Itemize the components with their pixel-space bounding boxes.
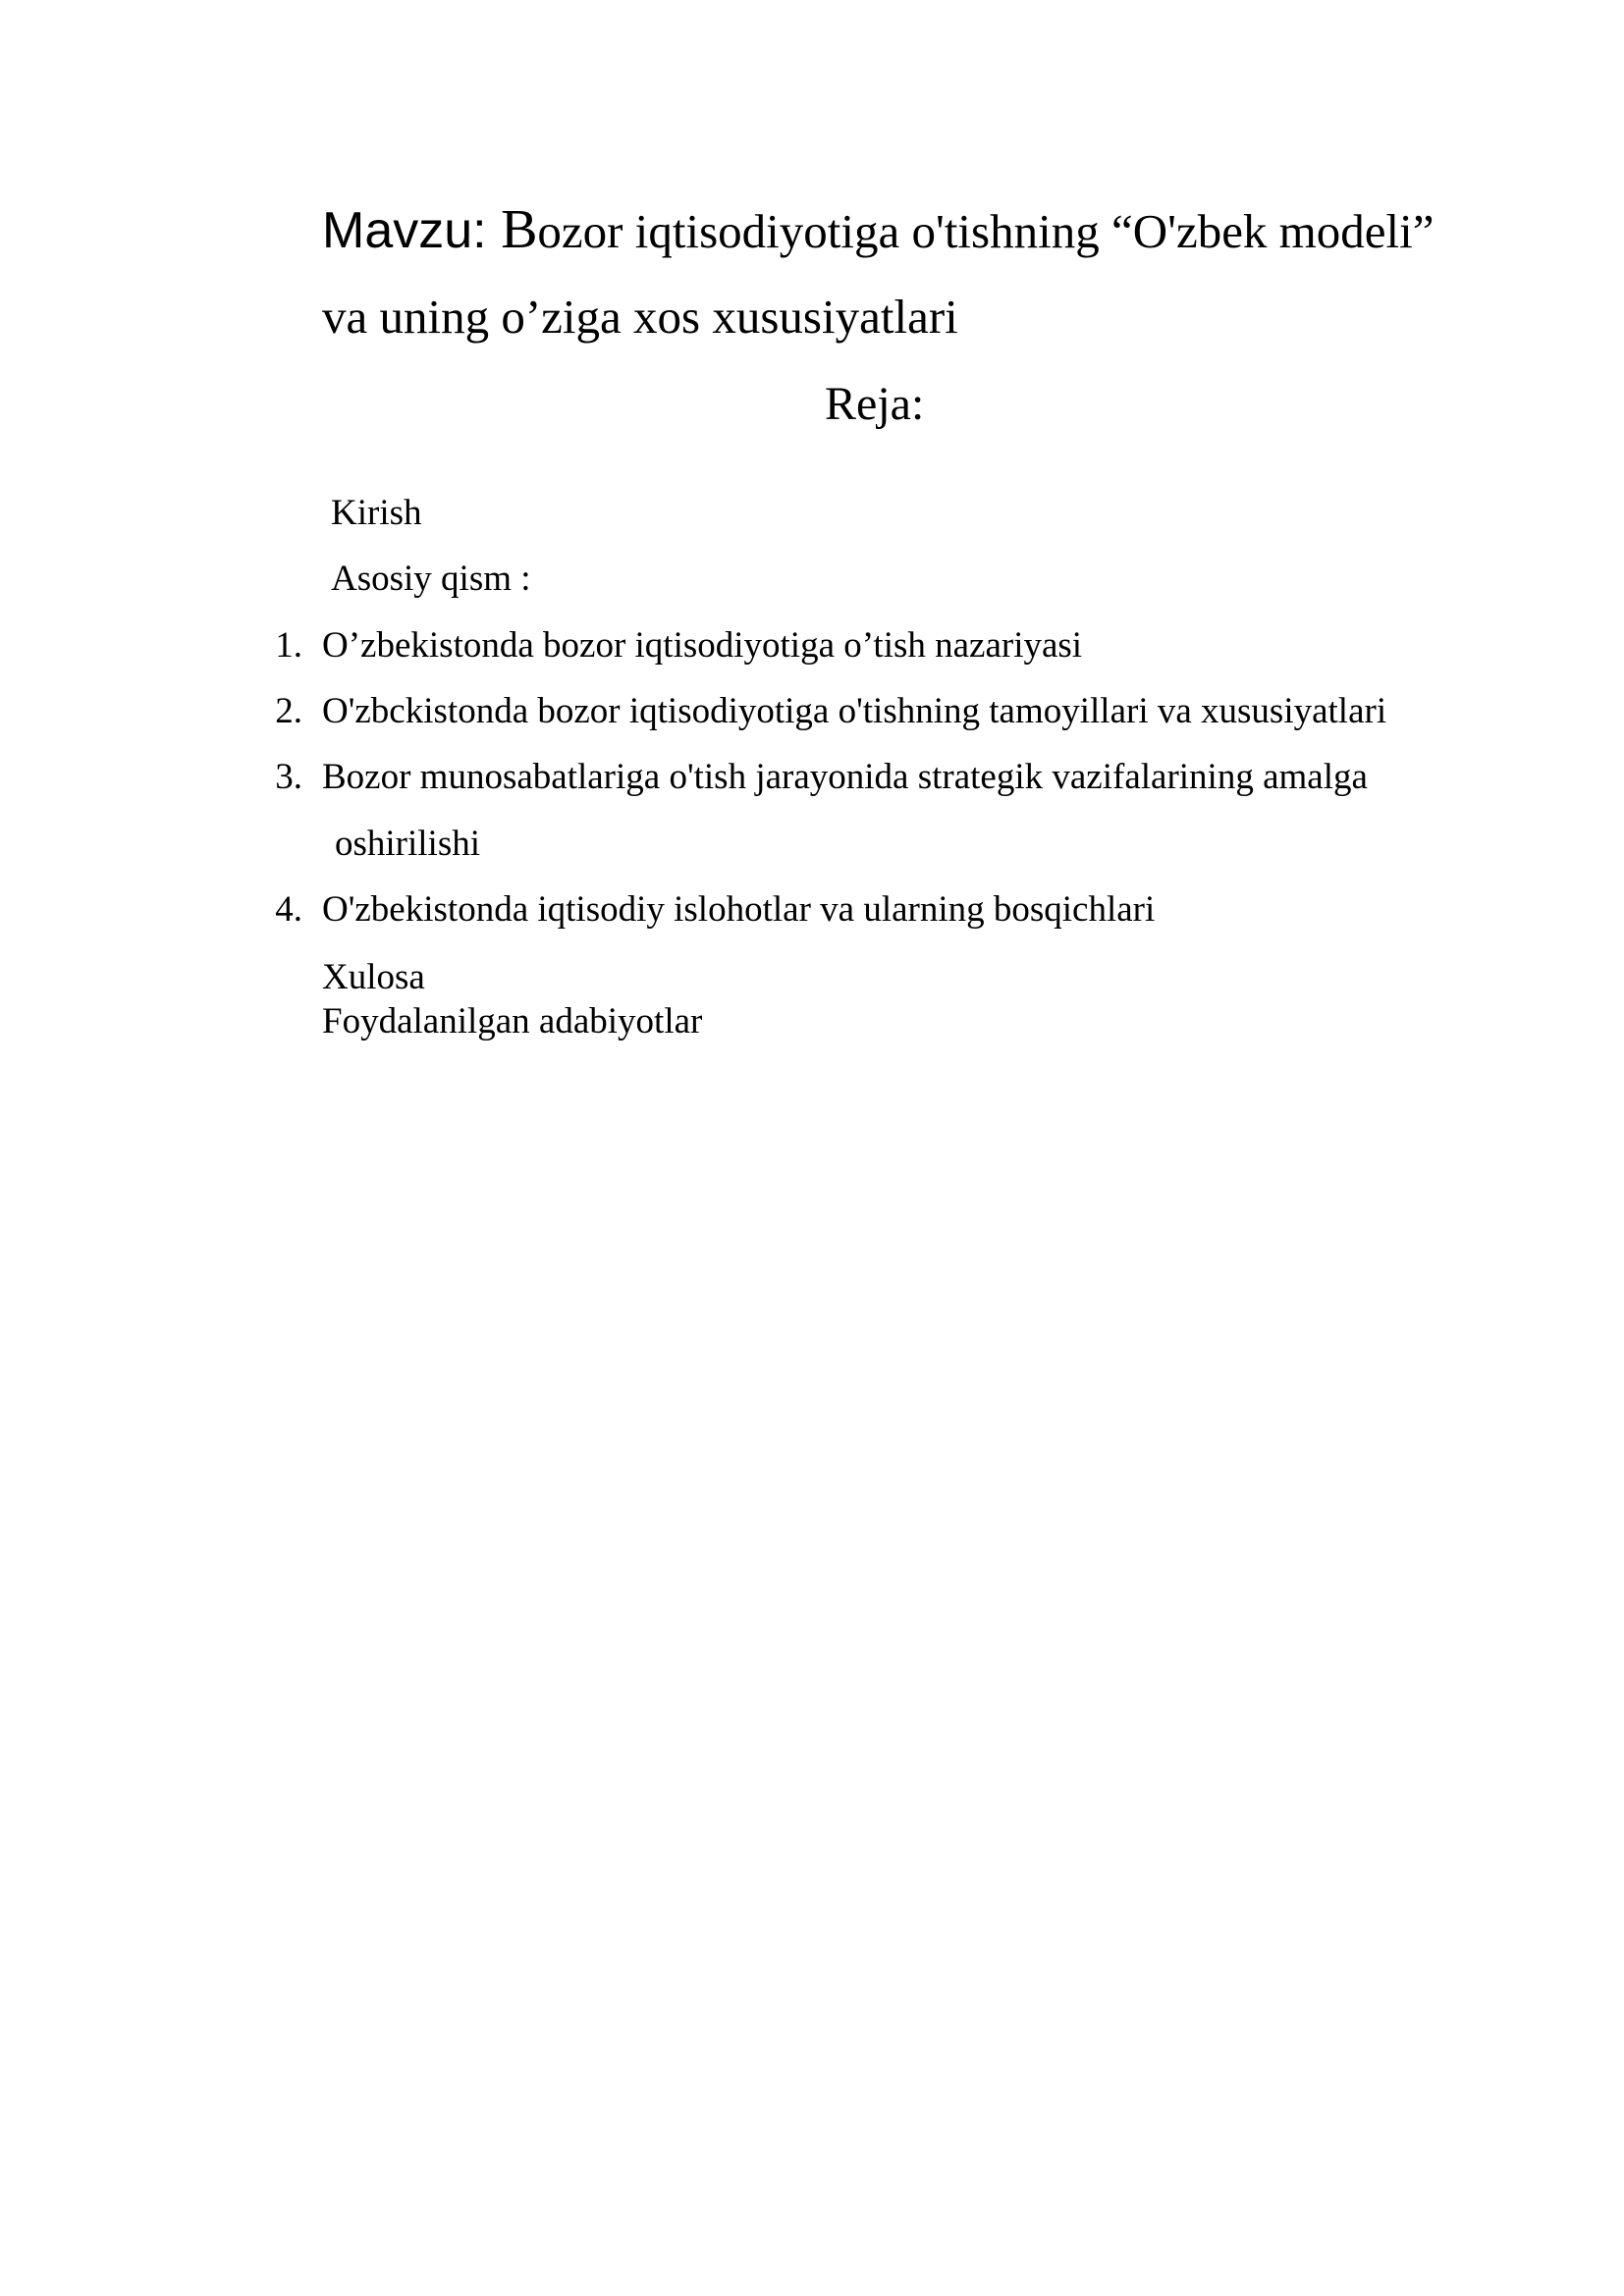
- list-item-text: Bozor munosabatlariga o'tish jarayonida strategik vazifalarining amalga: [322, 757, 1368, 797]
- list-number: 1.: [275, 625, 302, 666]
- list-number: 3.: [275, 757, 302, 797]
- intro-item: Kirish: [331, 493, 422, 533]
- references-item: Foydalanilgan adabiyotlar: [322, 1001, 703, 1041]
- title-line-2: va uning o’ziga xos xususiyatlari: [322, 290, 958, 344]
- list-number: 2.: [275, 691, 302, 731]
- title-prefix: Mavzu:: [322, 202, 502, 259]
- list-item-continuation: oshirilishi: [335, 824, 481, 864]
- list-item-text: O'zbekistonda iqtisodiy islohotlar va ularning bosqichlari: [322, 889, 1156, 930]
- main-part-item: Asosiy qism :: [331, 559, 531, 599]
- plan-heading: Reja:: [825, 378, 925, 430]
- list-item-text: O'zbckistonda bozor iqtisodiyotiga o'tishning tamoyillari va xususiyatlari: [322, 691, 1387, 731]
- list-number: 4.: [275, 889, 302, 930]
- title-first-letter: B: [501, 199, 538, 260]
- title-line-1: [322, 199, 1435, 260]
- list-item-text: O’zbekistonda bozor iqtisodiyotiga o’tish nazariyasi: [322, 625, 1083, 666]
- title-line-1-rest: ozor iqtisodiyotiga o'tishning “O'zbek modeli”: [537, 204, 1435, 258]
- conclusion-item: Xulosa: [322, 957, 425, 997]
